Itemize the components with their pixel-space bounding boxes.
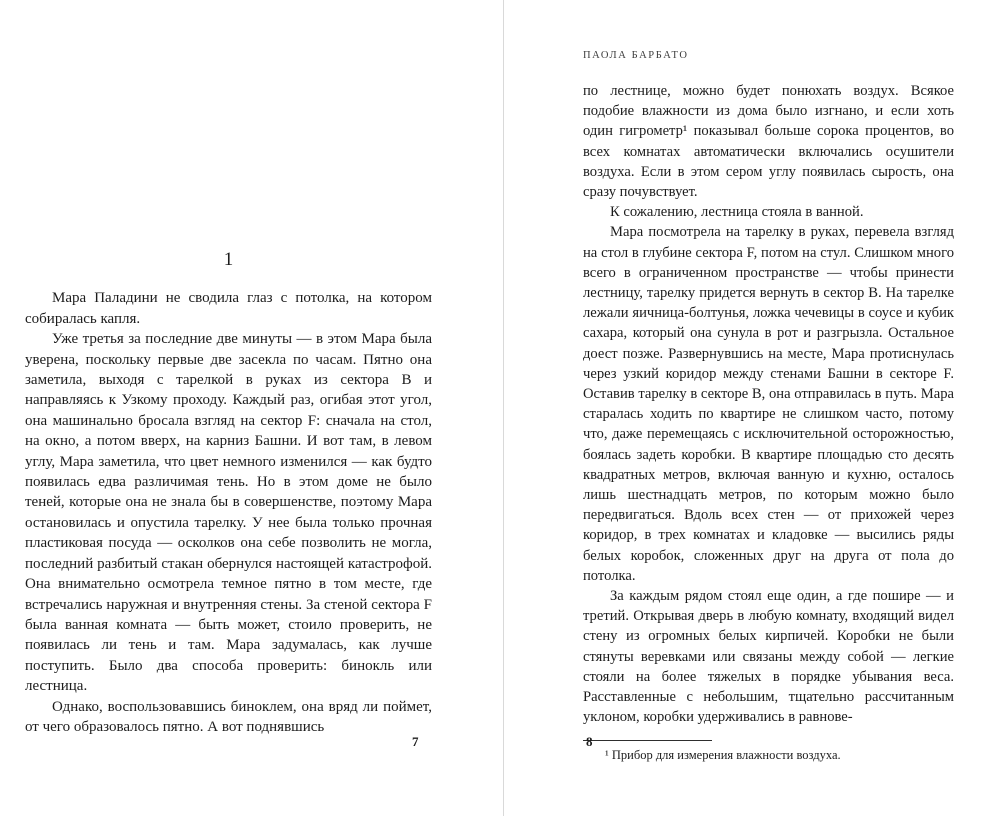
left-text-column (25, 250, 432, 737)
paragraph: Уже третья за последние две минуты — в этом Мара была уверена, поскольку первые две засекла по часам. Пятно она заметила, выходя с тарелкой в руках из сектора B и направляясь к Узкому проходу. Каждый раз, огибая этот угол, она машинально бросала взгляд на сектор F: сначала на стол, на окно, а потом вверх, на карниз Башни. И вот там, в левом углу, Мара заметила, что цвет немного изменился — как будто появилась едва различимая тень. Но в этом доме не было теней, которые она не знала бы в совершенстве, поэтому Мара остановилась и опустила тарелку. У нее была только прочная пластиковая посуда — осколков она себе позволить не могла, последний разбитый стакан обернулся настоящей катастрофой. Она внимательно осмотрела темное пятно в том месте, где встречались наружная и внутренняя стены. За стеной сектора F была ванная комната — быть может, стоило проверить, не появилась ли тень и там. Мара задумалась, как лучше поступить. Было два способа проверить: бинокль или лестница. (25, 331, 432, 695)
page-number-right: 8 (586, 734, 593, 749)
chapter-number: 1 (223, 249, 234, 270)
paragraph: Мара посмотрела на тарелку в руках, перевела взгляд на стол в глубине сектора F, потом на стул. Слишком много всего в ограниченном пространстве — чтобы принести лестницу, тарелку придется вернуть в сектор B. На тарелке лежали яичница-болтунья, ложка чечевицы в соусе и кубик сахара, который она сунула в рот и разгрызла. Остальное доест позже. Развернувшись на месте, Мара протиснулась через узкий коридор между стенами Башни в секторе F. Оставив тарелку в секторе B, она отправилась в путь. Мара старалась ходить по квартире не слишком часто, потому что, даже перемещаясь с исключительной осторожностью, боялась задеть коробки. В квартире площадью сто десять квадратных метров, включая ванную и кухню, осталось лишь шестнадцать метров, по которым можно было передвигаться. Вдоль всех стен — от прихожей через коридор, в трех комнатах и кладовке — высились ряды белых коробок, сложенных друг на друга от пола до потолка. (583, 224, 954, 584)
page-right (504, 0, 1007, 816)
paragraph: Мара Паладини не сводила глаз с потолка, на котором собиралась капля. (25, 290, 432, 327)
paragraph: К сожалению, лестница стояла в ванной. (610, 204, 864, 221)
paragraph: по лестнице, можно будет понюхать воздух. Всякое подобие влажности из дома было изгнано, и если хоть один гигрометр¹ показывал больше сорока процентов, во всех комнатах автоматически включались осушители воздуха. Если в этом сером углу появилась сырость, она сразу почувствует. (583, 83, 954, 201)
footnote-block (583, 740, 954, 764)
right-text-column (583, 81, 954, 763)
paragraph: За каждым рядом стоял еще один, а где пошире — и третий. Открывая дверь в любую комнату, входящий видел стену из огромных белых кирпичей. Коробки не были стянуты веревками или связаны между собой — легкие стояли на более тяжелых в порядке убывания веса. Расставленные с небольшим, тщательно рассчитанным уклоном, коробки удерживались в равнове- (583, 588, 954, 726)
page-left (0, 0, 503, 816)
page-number-left: 7 (412, 734, 419, 749)
footnote-rule (583, 740, 712, 741)
footnote: ¹ Прибор для измерения влажности воздуха. (605, 747, 841, 762)
paragraph: Однако, воспользовавшись биноклем, она вряд ли поймет, от чего образовалось пятно. А вот поднявшись (25, 698, 432, 735)
running-header-author: ПАОЛА БАРБАТО (583, 50, 689, 61)
